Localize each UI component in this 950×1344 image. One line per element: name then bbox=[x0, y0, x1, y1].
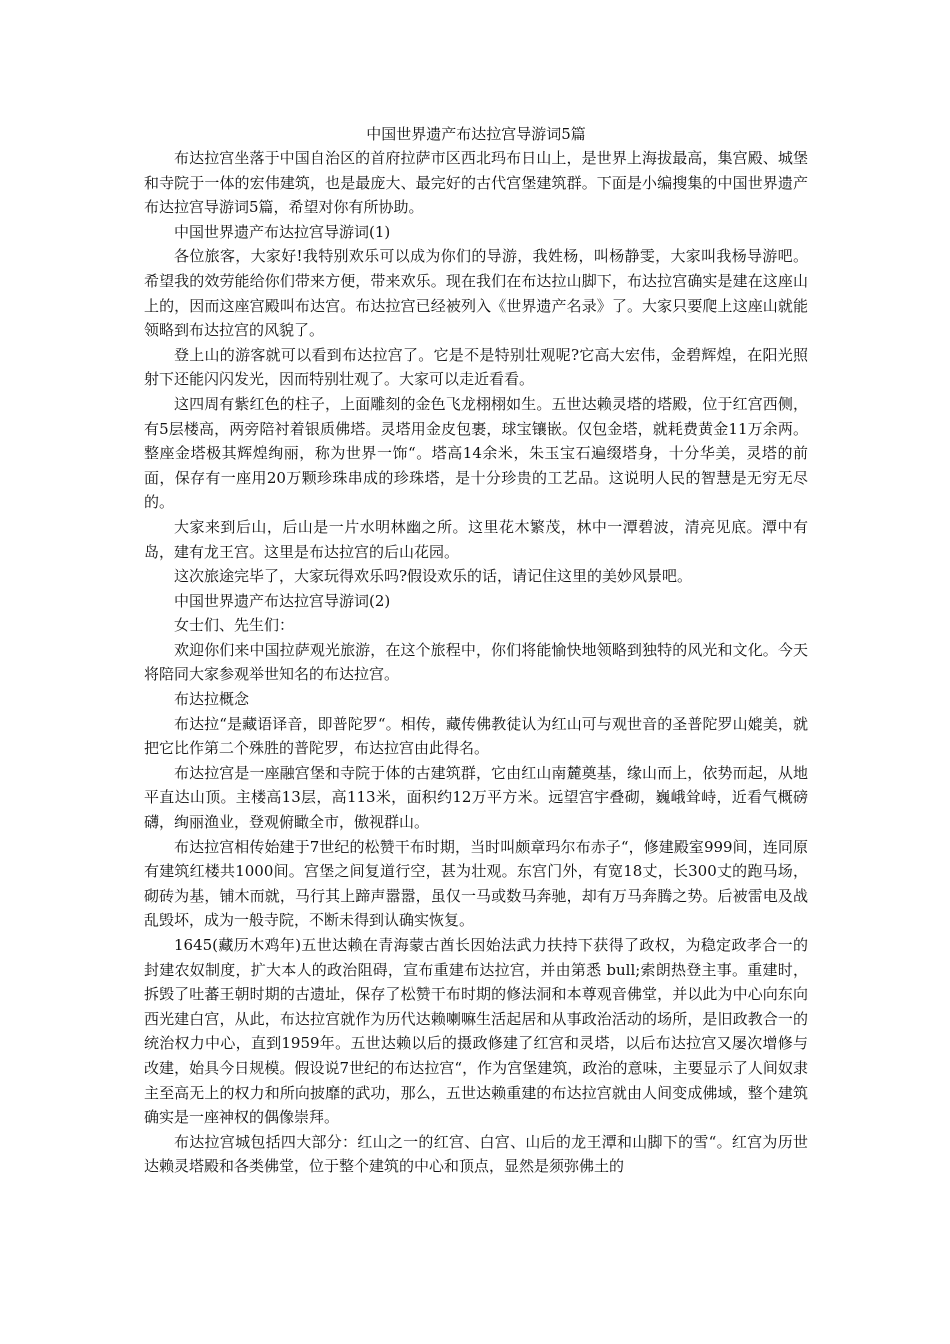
paragraph: 布达拉宫是一座融宫堡和寺院于体的古建筑群，它由红山南麓奠基，缘山而上，依势而起，从地平直达山顶。主楼高13层，高113米，面积约12万平方米。远望宫宇叠砌，巍峨耸峙，近看气概磅礴，绚丽渔业，登观俯瞰全市，傲视群山。 bbox=[144, 763, 808, 832]
document-page bbox=[144, 122, 808, 1179]
paragraph: 欢迎你们来中国拉萨观光旅游，在这个旅程中，你们将能愉快地领略到独特的风光和文化。今天将陪同大家参观举世知名的布达拉宫。 bbox=[144, 640, 808, 684]
paragraph: 1645(藏历木鸡年)五世达赖在青海蒙古酋长因始法武力扶持下获得了政权，为稳定政孝合一的封建农奴制度，扩大本人的政治阻碍，宣布重建布达拉宫，并由第悉 bull;索朗热登主事。重建时，拆毁了吐蕃王朝时期的古遗址，保存了松赞干布时期的修法洞和本尊观音佛堂，并以此为中心向东向西光建白宫，从此，布达拉宫就作为历代达赖喇嘛生活起居和从事政治活动的场所，是旧政教合一的统治权力中心，直到1959年。五世达赖以后的摄政修建了红宫和灵塔，以后布达拉宫又屡次增修与改建，始具今日规模。假设说7世纪的布达拉宫“，作为宫堡建筑，政治的意味，主要显示了人间奴隶主至高无上的权力和所向披靡的武功，那么，五世达赖重建的布达拉宫就由人间变成佛域，整个建筑确实是一座神权的偶像崇拜。 bbox=[144, 936, 808, 1127]
paragraph-intro: 布达拉宫坐落于中国自治区的首府拉萨市区西北玛布日山上，是世界上海拔最高，集宫殿、城堡和寺院于一体的宏伟建筑，也是最庞大、最完好的古代宫堡建筑群。下面是小编搜集的中国世界遗产布达拉宫导游词5篇，希望对你有所协助。 bbox=[144, 149, 808, 217]
paragraph: 各位旅客，大家好!我特别欢乐可以成为你们的导游，我姓杨，叫杨静雯，大家叫我杨导游吧。希望我的效劳能给你们带来方便，带来欢乐。现在我们在布达拉山脚下，布达拉宫确实是建在这座山上的，因而这座宫殿叫布达宫。布达拉宫已经被列入《世界遗产名录》了。大家只要爬上这座山就能领略到布达拉宫的风貌了。 bbox=[144, 247, 808, 340]
salutation: 女士们、先生们： bbox=[174, 616, 295, 635]
paragraph: 这次旅途完毕了，大家玩得欢乐吗?假设欢乐的话，请记住这里的美妙风景吧。 bbox=[174, 567, 693, 586]
paragraph: 这四周有紫红色的柱子，上面雕刻的金色飞龙栩栩如生。五世达赖灵塔的塔殿，位于红宫西侧，有5层楼高，两旁陪衬着银质佛塔。灵塔用金皮包裹，球宝镶嵌。仅包金塔，就耗费黄金11万余两。整座金塔极其辉煌绚丽，称为世界一饰“。塔高14余米，朱玉宝石遍缀塔身，十分华美，灵塔的前面，保存有一座用20万颗珍珠串成的珍珠塔，是十分珍贵的工艺品。这说明人民的智慧是无穷无尽的。 bbox=[144, 394, 808, 512]
document-title: 中国世界遗产布达拉宫导游词5篇 bbox=[366, 125, 586, 143]
paragraph: 布达拉宫相传始建于7世纪的松赞干布时期，当时叫颇章玛尔布赤子“，修建殿室999间，连同原有建筑红楼共1000间。宫堡之间复道行空，甚为壮观。东宫门外，有宽18丈，长300丈的跑马场，砌砖为基，铺木而就，马行其上蹄声嚣嚣，虽仅一马或数马奔驰，却有万马奔腾之势。后被雷电及战乱毁坏，成为一般寺院，不断未得到认确实恢复。 bbox=[144, 837, 808, 930]
section-heading-1: 中国世界遗产布达拉宫导游词(1) bbox=[174, 222, 391, 241]
section-heading-2: 中国世界遗产布达拉宫导游词(2) bbox=[174, 591, 391, 610]
subheading-concept: 布达拉概念 bbox=[174, 690, 250, 709]
paragraph: 布达拉“是藏语译音，即普陀罗“。相传，藏传佛教徒认为红山可与观世音的圣普陀罗山媲美，就把它比作第二个殊胜的普陀罗，布达拉宫由此得名。 bbox=[144, 714, 808, 758]
paragraph: 登上山的游客就可以看到布达拉宫了。它是不是特别壮观呢?它高大宏伟，金碧辉煌，在阳光照射下还能闪闪发光，因而特别壮观了。大家可以走近看看。 bbox=[144, 345, 808, 389]
paragraph: 大家来到后山，后山是一片水明林幽之所。这里花木繁茂，林中一潭碧波，清亮见底。潭中有岛，建有龙王宫。这里是布达拉宫的后山花园。 bbox=[144, 517, 808, 561]
paragraph: 布达拉宫城包括四大部分：红山之一的红宫、白宫、山后的龙王潭和山脚下的雪“。红宫为历世达赖灵塔殿和各类佛堂，位于整个建筑的中心和顶点，显然是须弥佛土的 bbox=[144, 1132, 808, 1176]
